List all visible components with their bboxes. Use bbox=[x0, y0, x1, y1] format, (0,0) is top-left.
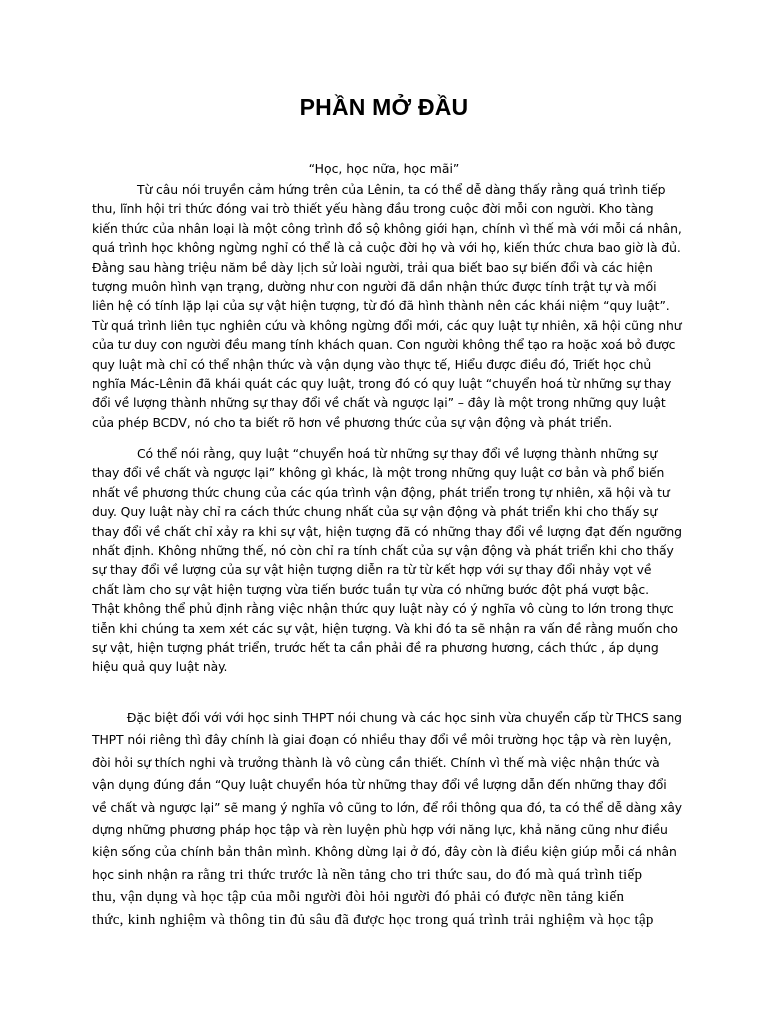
paragraph-line: nghĩa Mác-Lênin đã khái quát các quy luật, trong đó có quy luật “chuyển hoá từ những sự thay bbox=[92, 375, 672, 391]
paragraph-line: của phép BCDV, nó cho ta biết rõ hơn về phương thức của sự vận động và phát triển. bbox=[92, 414, 613, 430]
paragraph-line: tượng muôn hình vạn trạng, dường như con người đã dần nhận thức được tính trật tự và mối bbox=[92, 278, 657, 294]
paragraph-line: chất làm cho sự vật hiện tượng vừa tiến bước tuần tự vừa có những bước đột phá vượt bậc. bbox=[92, 581, 649, 597]
paragraph-line: về chất và ngược lại” sẽ mang ý nghĩa vô cũng to lớn, để rồi thông qua đó, ta có thể dễ dàng xây bbox=[92, 799, 682, 815]
paragraph-line: nhất về phương thức chung của các qúa trình vận động, phát triển trong tự nhiên, xã hội và tư bbox=[92, 484, 670, 500]
paragraph-line: của tư duy con người đều mang tính khách quan. Con người không thể tạo ra hoặc xoá bỏ được bbox=[92, 337, 676, 353]
paragraph-line: thay đổi về chất và ngược lại” không gì khác, là một trong những quy luật cơ bản và phổ biến bbox=[92, 465, 665, 481]
paragraph-line: đổi về lượng thành những sự thay đổi về chất và ngược lại” – đây là một trong những quy luật bbox=[92, 395, 666, 411]
paragraph-line: Có thể nói rằng, quy luật “chuyển hoá từ những sự thay đổi về lượng thành những sự bbox=[137, 446, 658, 461]
opening-quote: “Học, học nữa, học mãi” bbox=[308, 161, 460, 176]
page-title: PHẦN MỞ ĐẦU bbox=[299, 94, 469, 120]
paragraph-line: THPT nói riêng thì đây chính là giai đoạn có nhiều thay đổi về môi trường học tập và rèn luyện, bbox=[92, 732, 672, 748]
paragraph-line: hiệu quả quy luật này. bbox=[92, 659, 228, 675]
paragraph-line-mixed bbox=[92, 864, 682, 886]
paragraph-line: duy. Quy luật này chỉ ra cách thức chung nhất của sự vận động và phát triển khi cho thấy sự bbox=[92, 504, 658, 520]
paragraph-line: dựng những phương pháp học tập và rèn luyện phù hợp với năng lực, khả năng cũng như điều bbox=[92, 821, 668, 837]
paragraph-line: tiễn khi chúng ta xem xét các sự vật, hiện tượng. Và khi đó ta sẽ nhận ra vấn đề rằng muốn cho bbox=[92, 620, 678, 636]
paragraph-line: Đằng sau hàng triệu năm bề dày lịch sử loài người, trải qua biết bao sự biến đổi và các hiện bbox=[92, 259, 653, 275]
paragraph-line: Đặc biệt đối với với học sinh THPT nói chung và các học sinh vừa chuyển cấp từ THCS sang bbox=[126, 710, 682, 725]
paragraph-line: thu, lĩnh hội tri thức đóng vai trò thiết yếu hàng đầu trong cuộc đời mỗi con người. Kho tàng bbox=[92, 201, 654, 217]
paragraph-line: nhất định. Không những thế, nó còn chỉ ra tính chất của sự vận động và phát triển khi cho thấy bbox=[92, 542, 674, 558]
paragraph-line: Từ câu nói truyền cảm hứng trên của Lênin, ta có thể dễ dàng thấy rằng quá trình tiếp bbox=[137, 182, 666, 197]
paragraph-1 bbox=[92, 180, 682, 432]
paragraph-line: Thật không thể phủ định rằng việc nhận thức quy luật này có ý nghĩa vô cùng to lớn trong thực bbox=[92, 601, 674, 617]
paragraph-line: sự thay đổi về lượng của sự vật hiện tượng diễn ra từ từ kết hợp với sự thay đổi nhảy vọt về bbox=[92, 562, 652, 578]
paragraph-line: vận dụng đúng đắn “Quy luật chuyển hóa từ những thay đổi về lượng dẫn đến những thay đổi bbox=[92, 777, 667, 793]
paragraph-line: Từ quá trình liên tục nghiên cứu và không ngừng đổi mới, các quy luật tự nhiên, xã hội cũng như bbox=[92, 317, 682, 333]
line-segment-serif: rằng tri thức trước là nền tảng cho tri thức sau, do đó mà quá trình tiếp bbox=[197, 866, 643, 883]
paragraph-line: kiện sống của chính bản thân mình. Không dừng lại ở đó, đây còn là điều kiện giúp mỗi cá nhân bbox=[92, 844, 677, 860]
paragraph-line: đòi hỏi sự thích nghi và trưởng thành là vô cùng cần thiết. Chính vì thế mà việc nhận thức và bbox=[92, 754, 660, 770]
paragraph-line: sự vật, hiện tượng phát triển, trước hết ta cần phải đề ra phương hương, cách thức , áp dụng bbox=[92, 639, 659, 655]
paragraph-line: thay đổi về chất chỉ xảy ra khi sự vật, hiện tượng đã có những thay đổi về lượng đạt đến ngưỡng bbox=[92, 523, 682, 539]
paragraph-line-serif: thức, kinh nghiệm và thông tin đủ sâu đã được học trong quá trình trải nghiệm và học tập bbox=[92, 911, 654, 928]
paragraph-line-serif: thu, vận dụng và học tập của mỗi người đòi hỏi người đó phải có được nền tảng kiến bbox=[92, 889, 625, 906]
paragraph-line: quy luật mà chỉ có thể nhận thức và vận dụng vào thực tế, Hiểu được điều đó, Triết học chủ bbox=[92, 356, 652, 372]
paragraph-2 bbox=[92, 444, 682, 677]
paragraph-line: quá trình học không ngừng nghỉ có thể là cả cuộc đời họ và với họ, kiến thức chưa bao giờ là đủ. bbox=[92, 240, 681, 256]
paragraph-3 bbox=[92, 707, 682, 931]
line-segment-sans: học sinh nhận ra bbox=[92, 866, 198, 882]
paragraph-line: kiến thức của nhân loại là một công trình đồ sộ không giới hạn, chính vì thế mà với mỗi cá nhân, bbox=[92, 220, 682, 236]
paragraph-line: liên hệ có tính lặp lại của sự vật hiện tượng, từ đó đã hình thành nên các khái niệm “quy luật”. bbox=[92, 298, 670, 314]
